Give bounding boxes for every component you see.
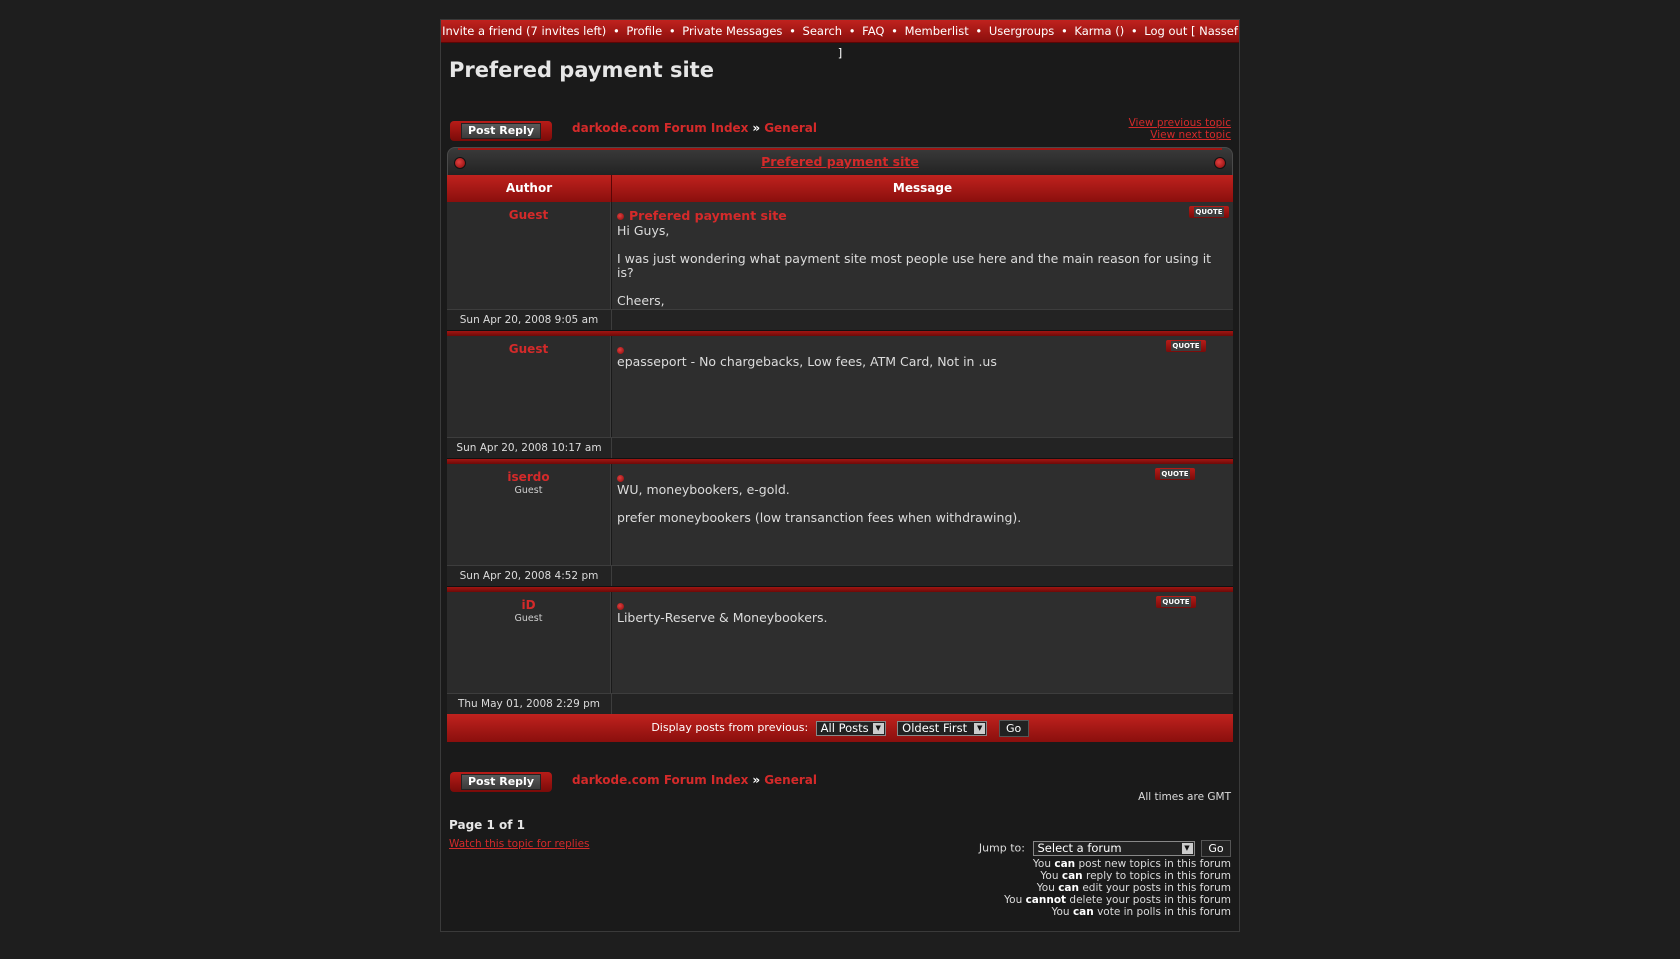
nav-separator: •: [789, 24, 796, 38]
quote-button[interactable]: [1156, 596, 1196, 608]
post-text: [617, 483, 1225, 539]
nav-separator: •: [891, 24, 898, 38]
quote-button[interactable]: [1189, 206, 1229, 218]
breadcrumb-separator: »: [752, 121, 761, 135]
chevron-down-icon: ▼: [873, 723, 884, 734]
post-reply-button-bottom[interactable]: [450, 772, 552, 792]
posts-order-value: Oldest First: [902, 720, 968, 735]
breadcrumb-separator: »: [752, 773, 761, 787]
post-author-rank: Guest: [514, 485, 543, 496]
view-next-topic-link[interactable]: View next topic: [1150, 129, 1231, 141]
post-reply-label: Post Reply: [461, 774, 541, 790]
quote-label: QUOTE: [1195, 208, 1223, 216]
permission-post: post new topics in this forum: [1078, 858, 1231, 870]
post-line: Cheers,: [617, 293, 665, 308]
timezone-note: All times are GMT: [1138, 791, 1231, 803]
post-message-cell: [612, 464, 1233, 565]
nav-private-messages[interactable]: Private Messages: [682, 24, 783, 38]
post-reply-button[interactable]: [450, 121, 552, 141]
post: [447, 336, 1233, 464]
post-text: [617, 611, 1225, 639]
permission-verb: can: [1054, 858, 1076, 870]
column-headers: [447, 175, 1233, 202]
chevron-down-icon: ▼: [974, 723, 985, 734]
jump-to-value: Select a forum: [1037, 841, 1122, 855]
nav-memberlist[interactable]: Memberlist: [904, 24, 969, 38]
post-text: [617, 224, 1225, 322]
breadcrumb: [572, 121, 817, 135]
chevron-down-icon: ▼: [1182, 843, 1193, 854]
post-footer: [447, 693, 1233, 714]
post-message-cell: [612, 592, 1233, 693]
post-author-name[interactable]: iD: [521, 598, 536, 612]
filter-go-button[interactable]: Go: [999, 720, 1029, 737]
post-date: Sun Apr 20, 2008 9:05 am: [447, 310, 612, 330]
posts-range-value: All Posts: [820, 720, 869, 735]
jump-to-select[interactable]: [1033, 841, 1195, 856]
post-date: Thu May 01, 2008 2:29 pm: [447, 694, 612, 714]
post-message-cell: [612, 202, 1233, 309]
permission-verb: cannot: [1025, 894, 1067, 906]
display-filter-bar: [447, 714, 1233, 742]
post-author-rank: Guest: [514, 613, 543, 624]
post: [447, 202, 1233, 336]
nav-invite[interactable]: Invite a friend (7 invites left): [442, 24, 607, 38]
permission-pre: You: [1040, 870, 1059, 882]
post-subject: [617, 208, 787, 223]
jump-go-button[interactable]: Go: [1201, 840, 1231, 857]
post-line: I was just wondering what payment site most people use here and the main reason for using it is?: [617, 251, 1212, 280]
breadcrumb-index[interactable]: darkode.com Forum Index: [572, 121, 749, 135]
permission-verb: can: [1072, 906, 1094, 918]
nav-usergroups[interactable]: Usergroups: [988, 24, 1055, 38]
quote-label: QUOTE: [1161, 470, 1189, 478]
jump-to: [979, 840, 1231, 857]
post-line: Liberty-Reserve & Moneybookers.: [617, 610, 828, 625]
nav-faq[interactable]: FAQ: [862, 24, 885, 38]
nav-separator: •: [612, 24, 620, 38]
topic-header-bar: [447, 147, 1233, 175]
topic-header-link[interactable]: Prefered payment site: [761, 154, 919, 169]
post-author-cell: [447, 202, 611, 309]
post-line: prefer moneybookers (low transanction fees when withdrawing).: [617, 510, 1022, 525]
post-reply-label: Post Reply: [461, 123, 541, 139]
nav-separator: •: [975, 24, 983, 38]
permission-pre: You: [1036, 882, 1055, 894]
breadcrumb-bottom: [572, 773, 817, 787]
watch-topic-link[interactable]: Watch this topic for replies: [449, 838, 590, 850]
quote-label: QUOTE: [1172, 342, 1200, 350]
post-text: [617, 355, 1225, 383]
column-header-author: Author: [447, 175, 612, 202]
permission-pre: You: [1032, 858, 1052, 870]
permission-post: delete your posts in this forum: [1069, 894, 1231, 906]
nav-logout[interactable]: Log out [ Nassef ]: [837, 24, 1238, 60]
posts-order-select[interactable]: [897, 721, 987, 736]
nav-separator: •: [848, 24, 856, 38]
breadcrumb-index[interactable]: darkode.com Forum Index: [572, 773, 749, 787]
post-line: WU, moneybookers, e-gold.: [617, 482, 790, 497]
permission-pre: You: [1051, 906, 1070, 918]
post-author-name[interactable]: Guest: [508, 342, 549, 356]
post-line: epasseport - No chargebacks, Low fees, ATM Card, Not in .us: [617, 354, 997, 369]
nav-separator: •: [668, 24, 676, 38]
quote-button[interactable]: [1166, 340, 1206, 352]
breadcrumb-forum[interactable]: General: [764, 773, 817, 787]
post-footer: [447, 565, 1233, 586]
nav-search[interactable]: Search: [802, 24, 843, 38]
post-icon: [617, 603, 624, 610]
posts-table: [447, 147, 1233, 742]
quote-button[interactable]: [1155, 468, 1195, 480]
header-rule: [458, 148, 1222, 150]
column-header-message: Message: [892, 181, 953, 195]
permission-line: [1004, 870, 1231, 882]
permission-line: [1004, 858, 1231, 870]
quote-label: QUOTE: [1162, 598, 1190, 606]
top-navigation: [441, 20, 1239, 60]
forum-permissions: [1004, 858, 1231, 918]
permission-line: [1004, 882, 1231, 894]
nav-profile[interactable]: Profile: [626, 24, 663, 38]
post-message-cell: [612, 336, 1233, 437]
page-title: Prefered payment site: [449, 58, 714, 82]
page-indicator: Page 1 of 1: [449, 818, 525, 832]
post-icon: [617, 475, 624, 482]
post-author-cell: [447, 464, 611, 565]
post-line: Hi Guys,: [617, 223, 670, 238]
permission-post: edit your posts in this forum: [1082, 882, 1231, 894]
post-date: Sun Apr 20, 2008 4:52 pm: [447, 566, 612, 586]
nav-separator: •: [1130, 24, 1138, 38]
posts-range-select[interactable]: [816, 721, 886, 736]
jump-to-label: Jump to:: [978, 841, 1025, 855]
post-author-name[interactable]: Guest: [508, 208, 549, 222]
nav-separator: •: [1060, 24, 1068, 38]
corner-dot-icon: [454, 157, 466, 169]
post: [447, 592, 1233, 714]
post-footer: [447, 309, 1233, 330]
permission-line: [1004, 906, 1231, 918]
permission-line: [1004, 894, 1231, 906]
permission-post: vote in polls in this forum: [1097, 906, 1231, 918]
post-icon: [617, 213, 624, 220]
post-icon: [617, 347, 624, 354]
permission-verb: can: [1061, 870, 1083, 882]
post-footer: [447, 437, 1233, 458]
breadcrumb-forum[interactable]: General: [764, 121, 817, 135]
permission-post: reply to topics in this forum: [1086, 870, 1231, 882]
post-subject-text: Prefered payment site: [629, 208, 787, 223]
post-author-cell: [447, 336, 611, 437]
permission-verb: can: [1058, 882, 1079, 894]
nav-karma[interactable]: Karma (): [1074, 24, 1125, 38]
page-container: [440, 19, 1240, 932]
post: [447, 464, 1233, 592]
corner-dot-icon: [1214, 157, 1226, 169]
post-author-cell: [447, 592, 611, 693]
topic-navigation: [1129, 117, 1231, 141]
post-author-name[interactable]: iserdo: [507, 470, 550, 484]
permission-pre: You: [1004, 894, 1023, 906]
post-date: Sun Apr 20, 2008 10:17 am: [447, 438, 612, 458]
view-previous-topic-link[interactable]: View previous topic: [1128, 117, 1231, 129]
display-filter-label: Display posts from previous:: [651, 721, 809, 734]
